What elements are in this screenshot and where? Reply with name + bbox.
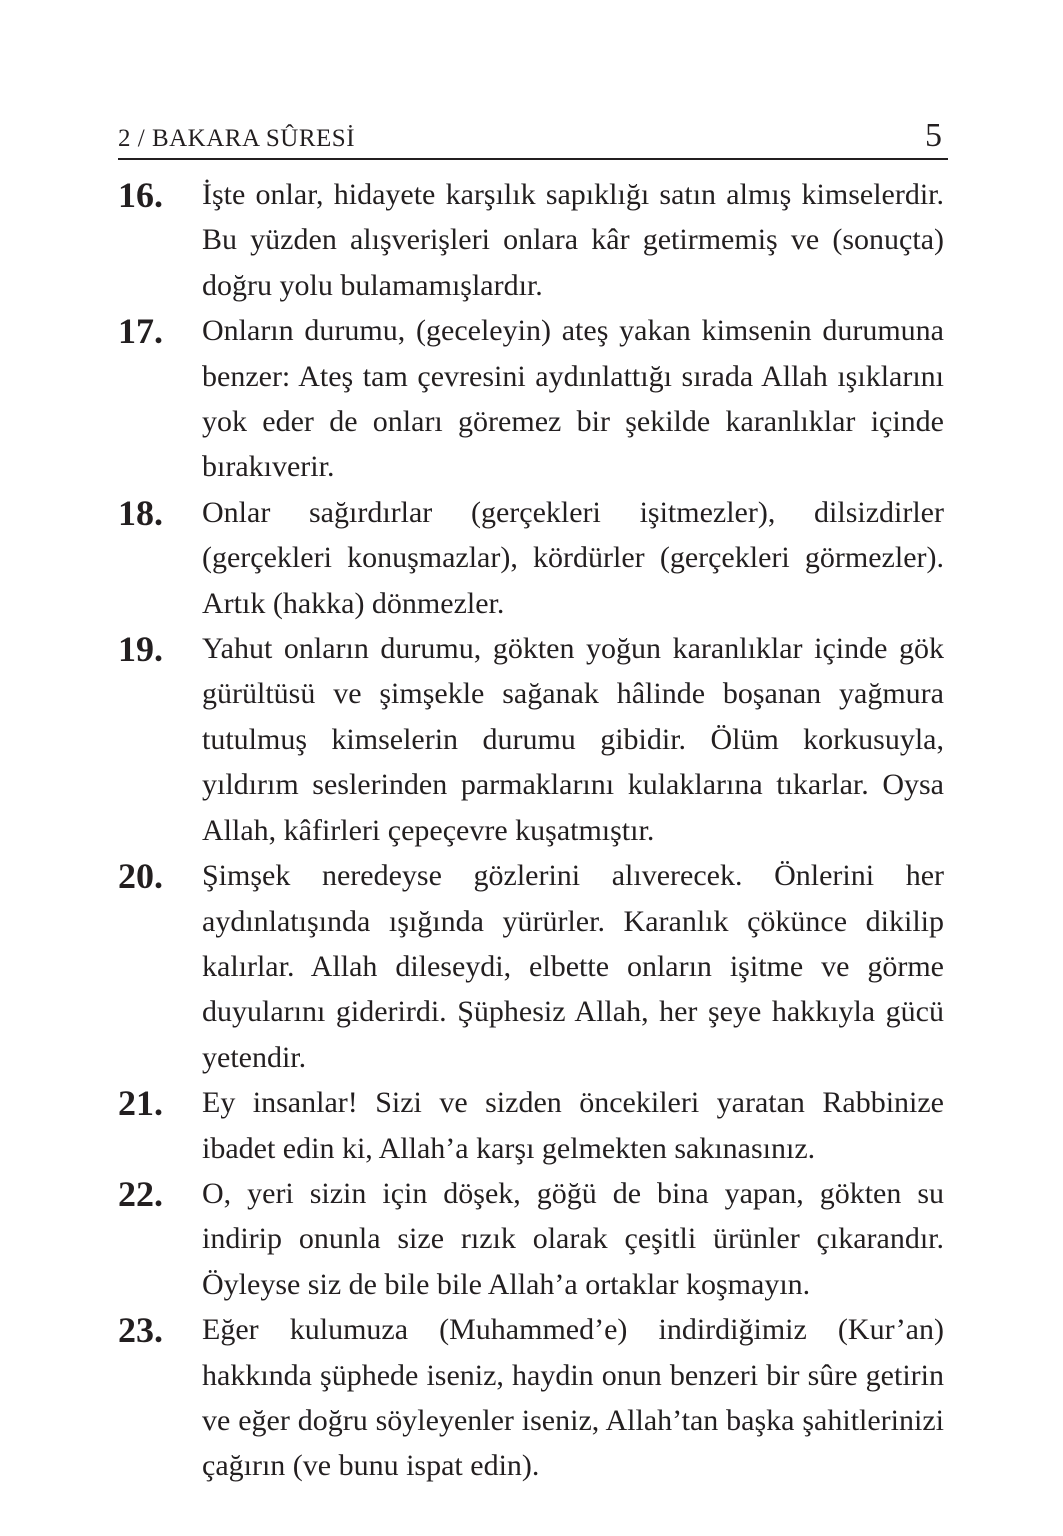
- verse-number: 20.: [118, 856, 163, 897]
- verse-text: Ey insanlar! Sizi ve sizden öncekileri yaratan Rabbinize ibadet edin ki, Allah’a karşı gelmekten sakınasınız.: [202, 1086, 944, 1165]
- running-head: 2 / BAKARA SÛRESİ: [118, 125, 356, 152]
- verse: [118, 1080, 948, 1171]
- verse-number: 21.: [118, 1083, 163, 1124]
- verse-number: 22.: [118, 1173, 163, 1214]
- verse-number: 18.: [118, 492, 163, 533]
- verse-number: 16.: [118, 175, 163, 215]
- verse-text: Onların durumu, (geceleyin) ateş yakan kimsenin durumuna benzer: Ateş tam çevresini aydınlattığı sırada Allah ışıklarını yok eder de onları göremez bir şekilde karanlıklar içinde bırakıverir.: [202, 314, 944, 484]
- verse: [118, 490, 948, 626]
- verse-text: Onlar sağırdırlar (gerçekleri işitmezler), dilsizdirler (gerçekleri konuşmazlar), kördürler (gerçekleri görmezler). Artık (hakka) dönmezler.: [202, 495, 944, 620]
- page-header: [118, 112, 948, 160]
- verse: [118, 1307, 948, 1489]
- verse: [118, 172, 948, 308]
- verse-number: 23.: [118, 1310, 163, 1351]
- verse: [118, 308, 948, 490]
- verse-text: İşte onlar, hidayete karşılık sapıklığı satın almış kimselerdir. Bu yüzden alışverişleri onlara kâr getirmemiş ve (sonuçta) doğru yolu bulamamışlardır.: [202, 178, 944, 302]
- verse-text: Eğer kulumuza (Muhammed’e) indirdiğimiz (Kur’an) hakkında şüphede iseniz, haydin onun benzeri bir sûre getirin ve eğer doğru söyleyenler iseniz, Allah’tan başka şahitlerinizi çağırın (ve bunu ispat edin).: [202, 1313, 944, 1483]
- verse-list: [118, 172, 948, 1489]
- verse: [118, 853, 948, 1080]
- verse-text: O, yeri sizin için döşek, göğü de bina yapan, gökten su indirip onunla size rızık olarak çeşitli ürünler çıkarandır. Öyleyse siz de bile bile Allah’a ortaklar koşmayın.: [202, 1176, 944, 1301]
- verse-text: Şimşek neredeyse gözlerini alıverecek. Önlerini her aydınlatışında ışığında yürürler. Karanlık çökünce dikilip kalırlar. Allah dileseydi, elbette onların işitme ve görme duyularını giderirdi. Şüphesiz Allah, her şeye hakkıyla gücü yetendir.: [202, 859, 944, 1074]
- verse-number: 19.: [118, 629, 163, 670]
- verse-number: 17.: [118, 311, 163, 352]
- verse: [118, 1171, 948, 1307]
- page-number: 5: [925, 117, 942, 154]
- verse-text: Yahut onların durumu, gökten yoğun karanlıklar içinde gök gürültüsü ve şimşekle sağanak hâlinde boşanan yağmura tutulmuş kimselerin durumu gibidir. Ölüm korkusuyla, yıldırım seslerinden parmaklarını kulaklarına tıkarlar. Oysa Allah, kâfirleri çepeçevre kuşatmıştır.: [202, 632, 944, 847]
- verse: [118, 626, 948, 853]
